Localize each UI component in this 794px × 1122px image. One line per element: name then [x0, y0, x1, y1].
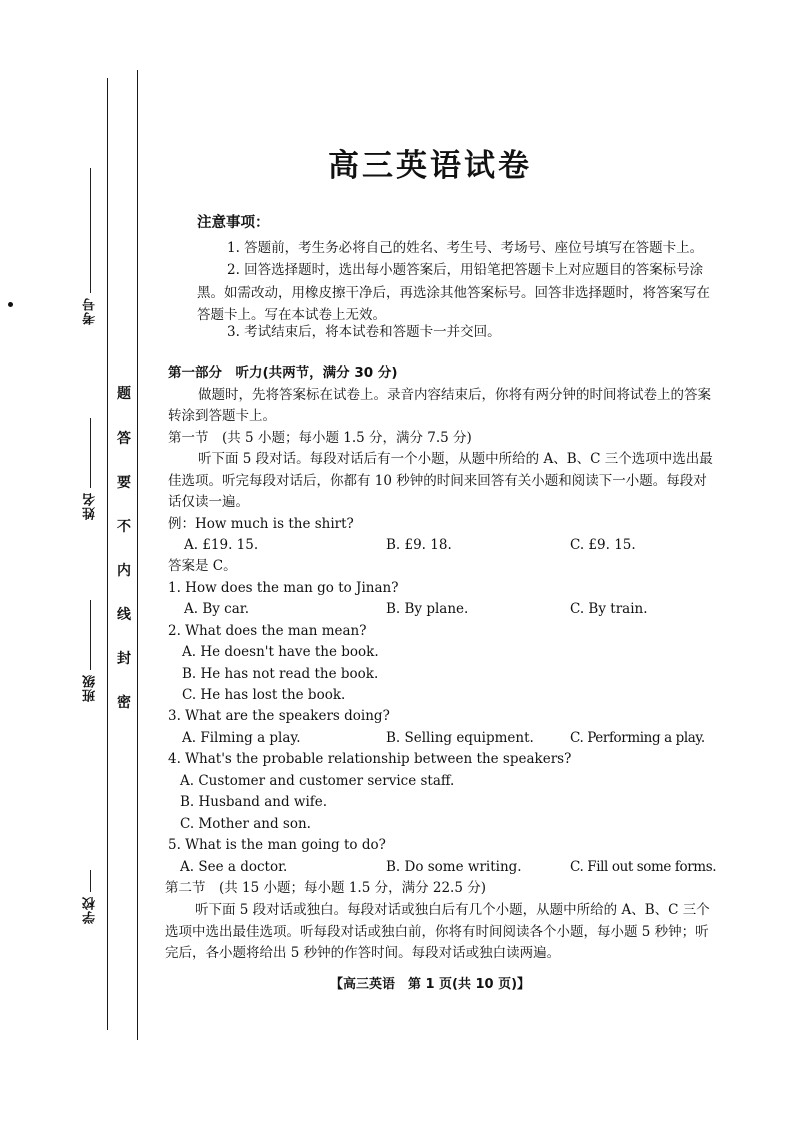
- name-label: 姓名: [82, 492, 98, 520]
- part1-heading: 第一部分 听力(共两节，满分 30 分): [168, 365, 398, 381]
- class-field[interactable]: [80, 600, 100, 706]
- page-footer: 【高三英语 第 1 页(共 10 页)】: [329, 977, 531, 992]
- exam-number-blank-line: [90, 168, 91, 293]
- section1-instructions: 听下面 5 段对话。每段对话后有一个小题，从题中所给的 A、B、C 三个选项中选出最佳选项。听完每段对话后，你都有 10 秒钟的时间来回答有关小题和阅读下一小题。每段对话仅读一遍。: [168, 451, 713, 510]
- question-2-option-b: B. He has not read the book.: [182, 666, 379, 682]
- question-4-option-b: B. Husband and wife.: [180, 794, 328, 810]
- class-blank-line: [90, 600, 91, 670]
- question-5-option-c: C. Fill out some forms.: [570, 859, 717, 875]
- question-3-stem: 3. What are the speakers doing?: [168, 708, 390, 724]
- example-option-c: C. £9. 15.: [570, 537, 636, 553]
- question-1-option-a: A. By car.: [184, 601, 250, 617]
- notice-item-3: 3. 考试结束后，将本试卷和答题卡一并交回。: [227, 324, 501, 340]
- seal-char: 线: [117, 607, 131, 623]
- question-1-option-c: C. By train.: [570, 601, 648, 617]
- seal-char: 答: [117, 431, 131, 447]
- class-label: 班级: [82, 674, 98, 702]
- exam-number-label: 考号: [82, 297, 98, 325]
- question-3-option-c: C. Performing a play.: [570, 730, 705, 746]
- school-field[interactable]: [80, 870, 100, 928]
- question-5-option-b: B. Do some writing.: [386, 859, 522, 875]
- part1-instructions: 做题时，先将答案标在试卷上。录音内容结束后，你将有两分钟的时间将试卷上的答案转涂到答题卡上。: [168, 387, 711, 424]
- question-5-option-a: A. See a doctor.: [180, 859, 288, 875]
- question-2-option-c: C. He has lost the book.: [182, 687, 346, 703]
- example-answer: 答案是 C。: [168, 558, 237, 574]
- seal-char: 题: [117, 386, 131, 402]
- example-question: 例：How much is the shirt?: [168, 516, 354, 532]
- notice-item-1: 1. 答题前，考生务必将自己的姓名、考生号、考场号、座位号填写在答题卡上。: [227, 240, 704, 256]
- notice-item-2: 2. 回答选择题时，选出每小题答案后，用铅笔把答题卡上对应题目的答案标号涂黑。如需改动，用橡皮擦干净后，再选涂其他答案标号。回答非选择题时，将答案写在答题卡上。写在本试卷上无效。: [197, 262, 710, 323]
- question-4-option-c: C. Mother and son.: [180, 816, 311, 832]
- section2-heading: 第二节 (共 15 小题；每小题 1.5 分，满分 22.5 分): [165, 880, 486, 896]
- seal-char: 密: [117, 695, 131, 711]
- seal-char: 内: [117, 563, 131, 579]
- example-option-b: B. £9. 18.: [386, 537, 452, 553]
- name-field[interactable]: [80, 418, 100, 524]
- question-4-stem: 4. What's the probable relationship between the speakers?: [168, 751, 572, 767]
- question-1-stem: 1. How does the man go to Jinan?: [168, 580, 399, 596]
- seal-char: 要: [117, 475, 131, 491]
- question-5-stem: 5. What is the man going to do?: [168, 837, 386, 853]
- school-label: 学校: [82, 896, 98, 924]
- name-blank-line: [90, 418, 91, 488]
- binding-line-inner: [137, 70, 138, 1040]
- question-3-option-b: B. Selling equipment.: [386, 730, 534, 746]
- question-3-option-a: A. Filming a play.: [182, 730, 301, 746]
- school-blank-line: [90, 870, 91, 892]
- seal-char: 封: [117, 651, 131, 667]
- question-2-stem: 2. What does the man mean?: [168, 623, 367, 639]
- example-option-a: A. £19. 15.: [184, 537, 259, 553]
- question-1-option-b: B. By plane.: [386, 601, 469, 617]
- seal-char: 不: [117, 519, 131, 535]
- margin-dot: [8, 302, 13, 307]
- question-4-option-a: A. Customer and customer service staff.: [180, 773, 455, 789]
- section1-heading: 第一节 (共 5 小题；每小题 1.5 分，满分 7.5 分): [168, 430, 472, 446]
- section2-instructions: 听下面 5 段对话或独白。每段对话或独白后有几个小题，从题中所给的 A、B、C 三个选项中选出最佳选项。听每段对话或独白前，你将有时间阅读各个小题，每小题 5 秒钟；听完后，各小题将给出 5 秒钟的作答时间。每段对话或独白读两遍。: [165, 902, 710, 961]
- notice-heading: 注意事项：: [197, 215, 270, 231]
- exam-number-field[interactable]: [80, 168, 100, 329]
- binding-line-outer: [107, 78, 108, 1030]
- question-2-option-a: A. He doesn't have the book.: [182, 644, 379, 660]
- page-title: 高三英语试卷: [328, 148, 532, 184]
